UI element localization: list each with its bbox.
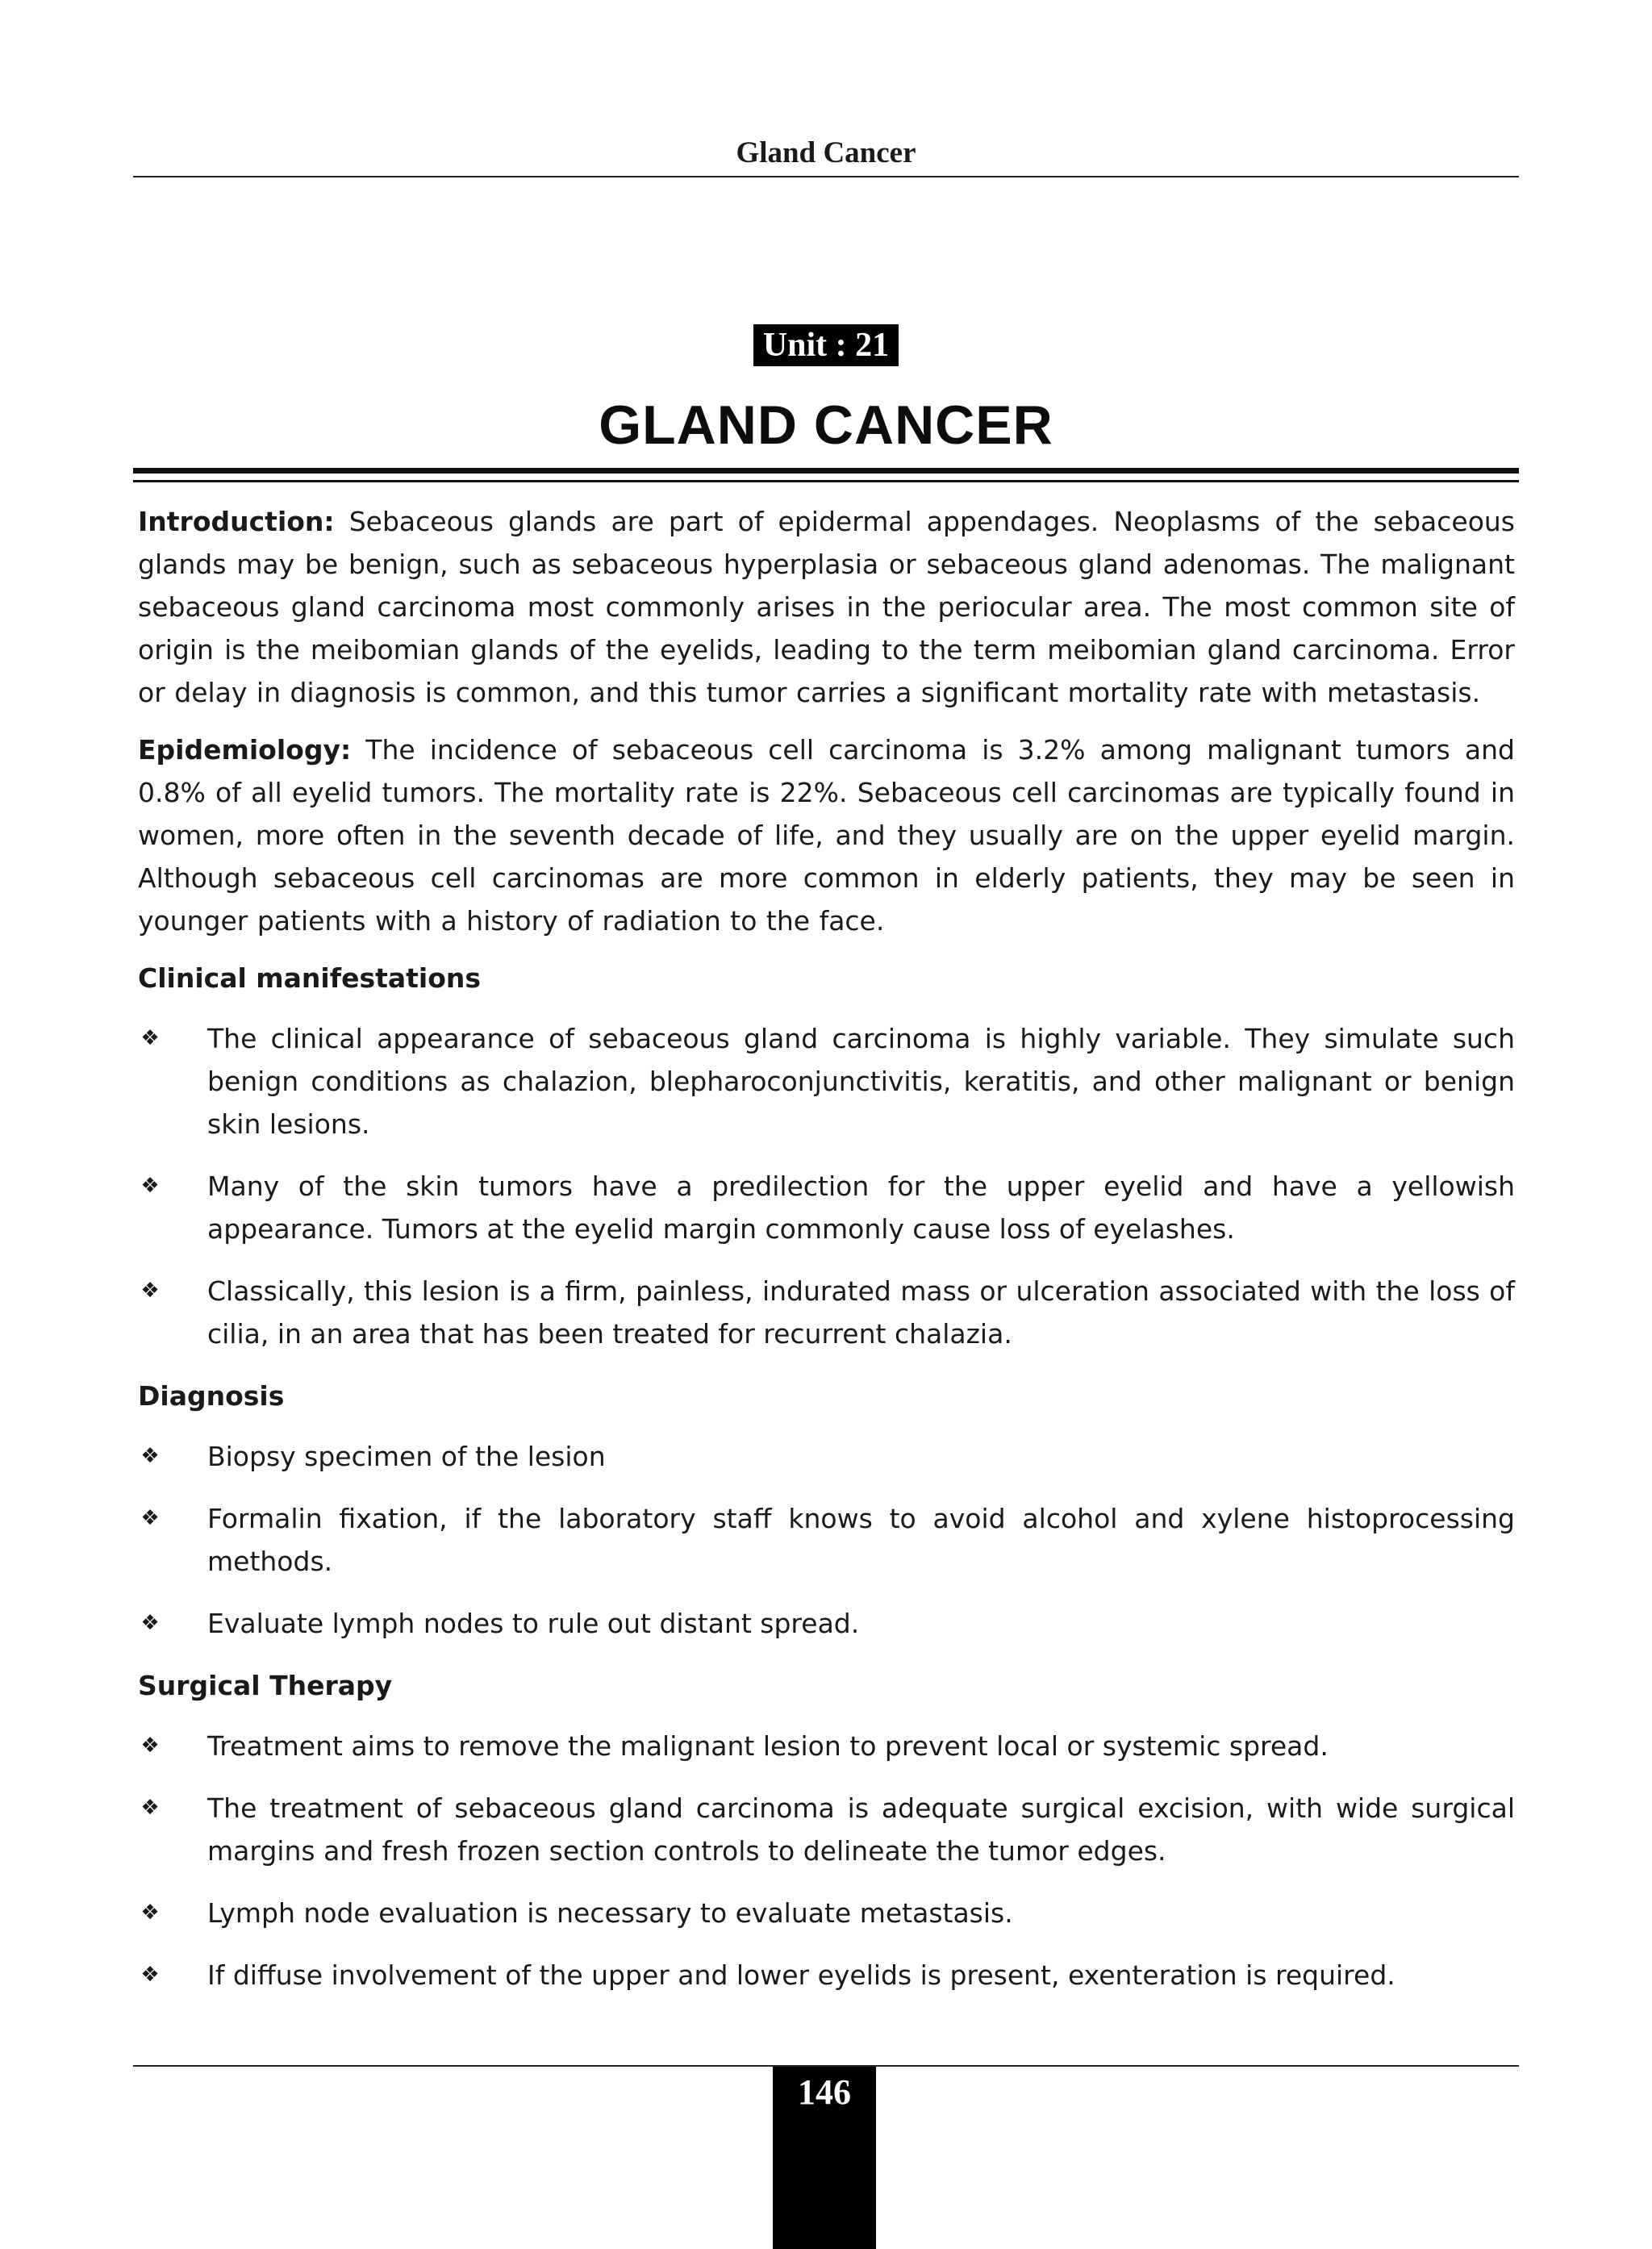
list-item-text: Many of the skin tumors have a predilection for the upper eyelid and have a yellowish appearance. Tumors at the eyelid margin commonly cause loss of eyelashes. xyxy=(207,1170,1515,1245)
list-item xyxy=(138,1435,1515,1478)
diamond-bullet-icon: ❖ xyxy=(140,1611,160,1635)
page-number: 146 xyxy=(798,2072,851,2112)
bullet-list xyxy=(138,1725,1515,1997)
list-item-text: The clinical appearance of sebaceous gland carcinoma is highly variable. They simulate such benign conditions as chalazion, blepharoconjunctivitis, keratitis, and other malignant or benign skin lesions. xyxy=(207,1023,1515,1140)
header-rule xyxy=(133,176,1519,177)
epidemiology-paragraph xyxy=(138,728,1515,942)
epidemiology-text: The incidence of sebaceous cell carcinoma is 3.2% among malignant tumors and 0.8% of all eyelid tumors. The mortality rate is 22%. Sebaceous cell carcinomas are typically found in women, more often in the seventh decade of life, and they usually are on the upper eyelid margin. Although sebaceous cell carcinomas are more common in elderly patients, they may be seen in younger patients with a history of radiation to the face. xyxy=(138,734,1516,937)
list-item xyxy=(138,1725,1515,1767)
title-double-rule xyxy=(133,468,1519,482)
section-diagnosis xyxy=(138,1375,1515,1645)
diamond-bullet-icon: ❖ xyxy=(140,1734,160,1758)
diamond-bullet-icon: ❖ xyxy=(140,1506,160,1530)
diamond-bullet-icon: ❖ xyxy=(140,1901,160,1925)
list-item-text: Lymph node evaluation is necessary to evaluate metastasis. xyxy=(207,1897,1013,1929)
list-item xyxy=(138,1165,1515,1250)
list-item xyxy=(138,1270,1515,1355)
diamond-bullet-icon: ❖ xyxy=(140,1026,160,1050)
section-heading: Surgical Therapy xyxy=(138,1670,393,1701)
list-item xyxy=(138,1954,1515,1997)
list-item-text: Formalin fixation, if the laboratory staff knows to avoid alcohol and xylene histoprocessing methods. xyxy=(207,1503,1515,1577)
list-item-text: If diffuse involvement of the upper and lower eyelids is present, exenteration is required. xyxy=(207,1959,1395,1991)
list-item xyxy=(138,1787,1515,1872)
list-item-text: Biopsy specimen of the lesion xyxy=(207,1441,606,1472)
list-item xyxy=(138,1497,1515,1583)
bullet-list xyxy=(138,1017,1515,1355)
epidemiology-label: Epidemiology: xyxy=(138,734,352,766)
intro-text: Sebaceous glands are part of epidermal appendages. Neoplasms of the sebaceous glands may be benign, such as sebaceous hyperplasia or sebaceous gland adenomas. The malignant sebaceous gland carcinoma most commonly arises in the periocular area. The most common site of origin is the meibomian glands of the eyelids, leading to the term meibomian gland carcinoma. Error or delay in diagnosis is common, and this tumor carries a significant mortality rate with metastasis. xyxy=(138,506,1515,708)
section-clinical-manifestations xyxy=(138,957,1515,1355)
list-item xyxy=(138,1017,1515,1145)
body-content xyxy=(138,500,1515,2016)
section-heading: Diagnosis xyxy=(138,1380,285,1412)
list-item-text: Classically, this lesion is a firm, painless, indurated mass or ulceration associated with the loss of cilia, in an area that has been treated for recurrent chalazia. xyxy=(207,1275,1515,1350)
unit-badge: Unit : 21 xyxy=(753,324,899,366)
diamond-bullet-icon: ❖ xyxy=(140,1174,160,1198)
section-surgical-therapy xyxy=(138,1664,1515,1997)
section-heading: Clinical manifestations xyxy=(138,962,482,994)
intro-label: Introduction: xyxy=(138,506,335,537)
diamond-bullet-icon: ❖ xyxy=(140,1963,160,1987)
diamond-bullet-icon: ❖ xyxy=(140,1444,160,1468)
list-item xyxy=(138,1602,1515,1645)
list-item-text: Evaluate lymph nodes to rule out distant spread. xyxy=(207,1608,860,1639)
list-item-text: Treatment aims to remove the malignant lesion to prevent local or systemic spread. xyxy=(207,1730,1329,1762)
running-header: Gland Cancer xyxy=(736,136,916,169)
chapter-title: GLAND CANCER xyxy=(599,394,1053,456)
bullet-list xyxy=(138,1435,1515,1645)
diamond-bullet-icon: ❖ xyxy=(140,1279,160,1303)
list-item xyxy=(138,1892,1515,1934)
diamond-bullet-icon: ❖ xyxy=(140,1796,160,1820)
intro-paragraph xyxy=(138,500,1515,714)
list-item-text: The treatment of sebaceous gland carcinoma is adequate surgical excision, with wide surgical margins and fresh frozen section controls to delineate the tumor edges. xyxy=(207,1792,1515,1867)
